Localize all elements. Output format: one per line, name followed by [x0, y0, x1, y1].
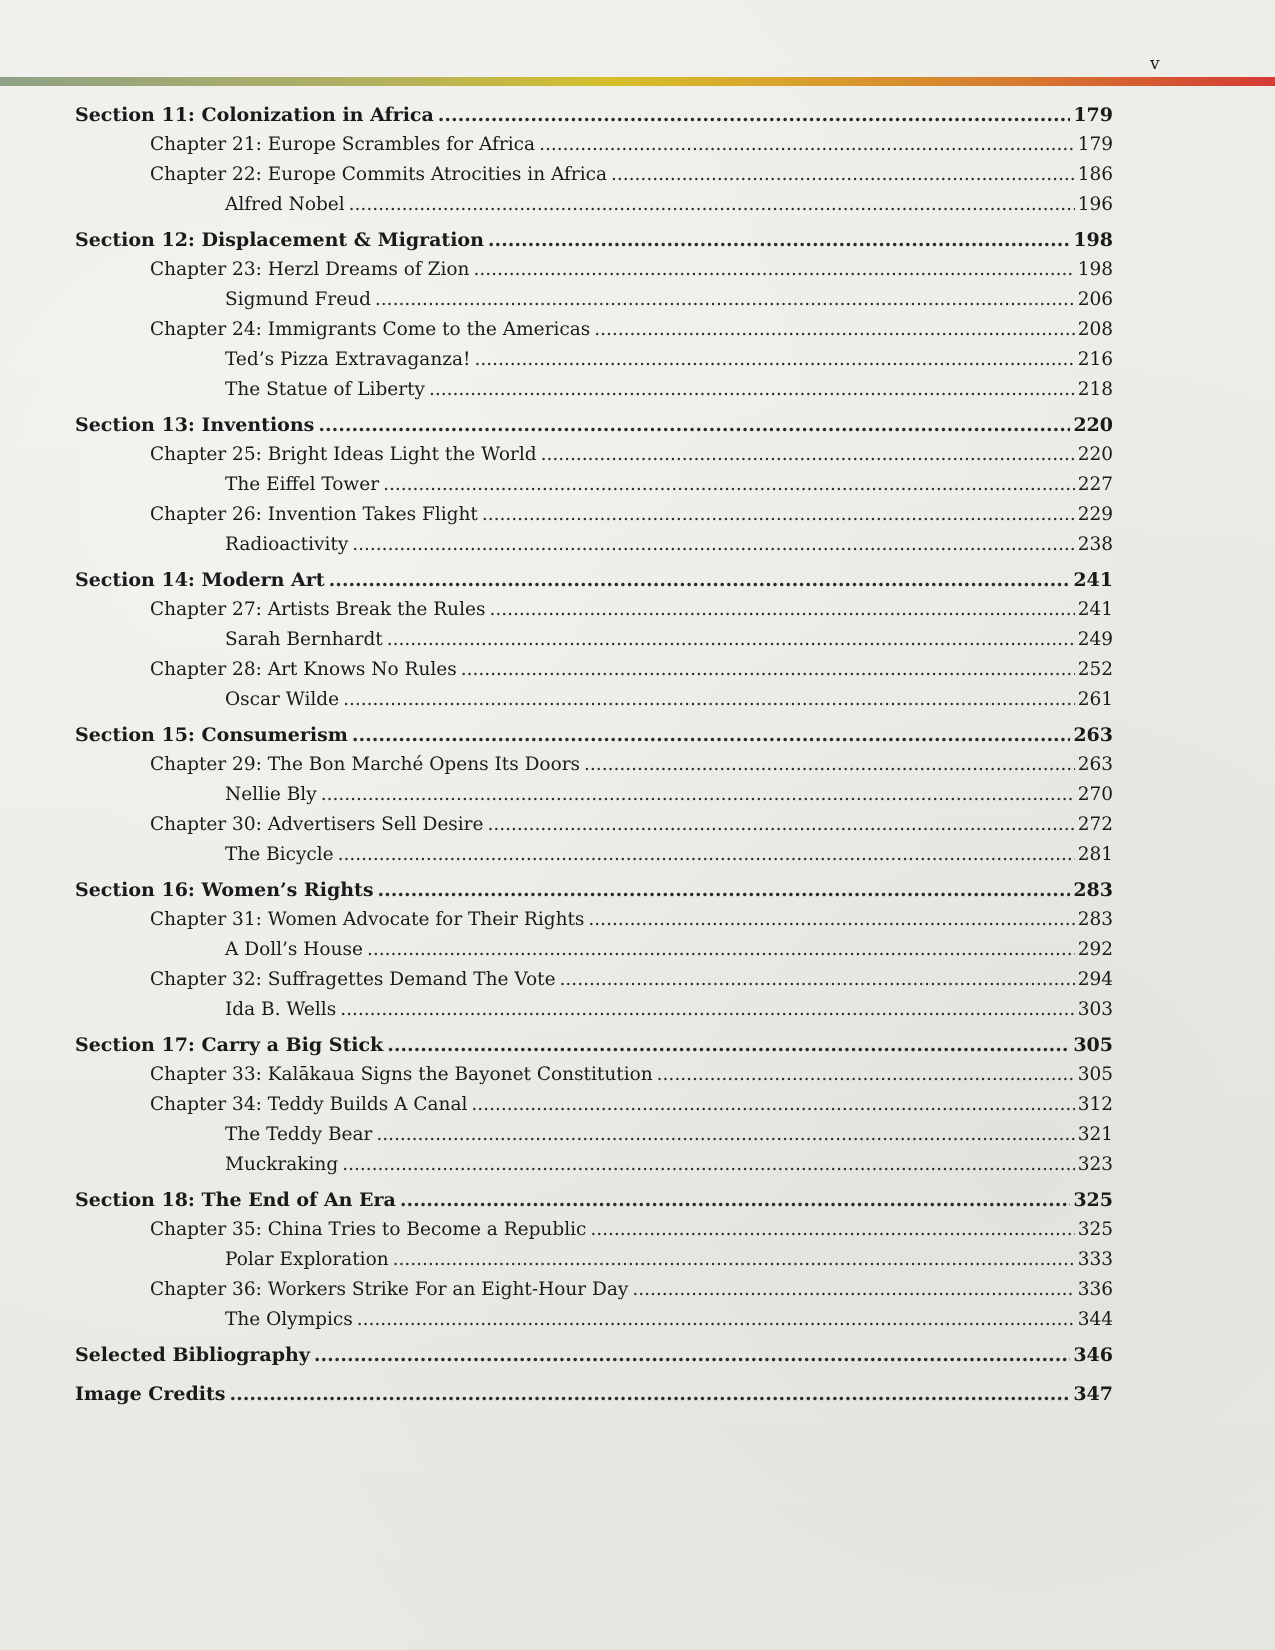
toc-entry-page: 179	[1077, 134, 1113, 155]
dot-leader	[541, 440, 1075, 470]
toc-entry-sub[interactable]	[75, 625, 1113, 655]
toc-entry-page: 263	[1073, 724, 1113, 746]
toc-entry-sub[interactable]	[75, 285, 1113, 315]
toc-entry-title: Chapter 32: Suffragettes Demand The Vote	[150, 969, 556, 990]
toc-entry-page: 179	[1073, 104, 1113, 126]
toc-entry-page: 305	[1073, 1034, 1113, 1056]
dot-leader	[375, 285, 1075, 315]
toc-entry-page: 229	[1077, 504, 1113, 525]
toc-entry-page: 227	[1077, 474, 1113, 495]
toc-entry-sub[interactable]	[75, 685, 1113, 715]
toc-entry-chapter[interactable]	[75, 1215, 1113, 1245]
toc-entry-sub[interactable]	[75, 1305, 1113, 1335]
dot-leader	[338, 840, 1075, 870]
dot-leader	[352, 720, 1070, 750]
toc-entry-sub[interactable]	[75, 530, 1113, 560]
dot-leader	[488, 225, 1070, 255]
page-number: v	[1150, 54, 1160, 74]
toc-entry-page: 198	[1073, 229, 1113, 251]
toc-entry-page: 281	[1077, 844, 1113, 865]
toc-entry-title: The Bicycle	[225, 844, 334, 865]
toc-entry-section[interactable]	[75, 1030, 1113, 1060]
toc-entry-title: Ida B. Wells	[225, 999, 337, 1020]
toc-entry-title: Radioactivity	[225, 534, 349, 555]
toc-entry-title: Chapter 35: China Tries to Become a Republic	[150, 1219, 587, 1240]
header-color-bar	[0, 77, 1275, 86]
dot-leader	[584, 750, 1075, 780]
dot-leader	[438, 100, 1071, 130]
toc-entry-title: Alfred Nobel	[225, 194, 345, 215]
toc-entry-chapter[interactable]	[75, 160, 1113, 190]
toc-entry-title: The Eiffel Tower	[225, 474, 380, 495]
toc-entry-page: 323	[1077, 1154, 1113, 1175]
dot-leader	[378, 875, 1071, 905]
toc-entry-chapter[interactable]	[75, 965, 1113, 995]
toc-entry-chapter[interactable]	[75, 440, 1113, 470]
toc-entry-title: Chapter 36: Workers Strike For an Eight-Hour Day	[150, 1279, 629, 1300]
dot-leader	[383, 470, 1075, 500]
toc-entry-page: 305	[1077, 1064, 1113, 1085]
dot-leader	[387, 1030, 1070, 1060]
toc-entry-title: Section 12: Displacement & Migration	[75, 229, 484, 251]
toc-entry-chapter[interactable]	[75, 905, 1113, 935]
toc-entry-sub[interactable]	[75, 345, 1113, 375]
toc-entry-title: Chapter 22: Europe Commits Atrocities in Africa	[150, 164, 608, 185]
toc-entry-chapter[interactable]	[75, 595, 1113, 625]
toc-entry-title: Chapter 27: Artists Break the Rules	[150, 599, 486, 620]
toc-entry-sub[interactable]	[75, 1120, 1113, 1150]
toc-entry-title: Chapter 25: Bright Ideas Light the World	[150, 444, 537, 465]
toc-entry-title: Chapter 29: The Bon Marché Opens Its Doors	[150, 754, 581, 775]
dot-leader	[357, 1305, 1075, 1335]
toc-entry-page: 241	[1077, 599, 1113, 620]
toc-entry-title: Ted’s Pizza Extravaganza!	[225, 349, 471, 370]
toc-entry-section[interactable]	[75, 875, 1113, 905]
toc-entry-page: 292	[1077, 939, 1113, 960]
toc-entry-title: Chapter 23: Herzl Dreams of Zion	[150, 259, 470, 280]
dot-leader	[393, 1245, 1075, 1275]
dot-leader	[352, 530, 1074, 560]
toc-entry-page: 312	[1077, 1094, 1113, 1115]
toc-entry-title: Oscar Wilde	[225, 689, 340, 710]
toc-entry-sub[interactable]	[75, 995, 1113, 1025]
toc-entry-title: Sarah Bernhardt	[225, 629, 383, 650]
toc-entry-title: A Doll’s House	[225, 939, 363, 960]
toc-entry-page: 220	[1077, 444, 1113, 465]
toc-entry-page: 344	[1077, 1309, 1113, 1330]
toc-entry-page: 346	[1073, 1344, 1113, 1366]
toc-entry-page: 261	[1077, 689, 1113, 710]
toc-entry-page: 325	[1073, 1189, 1113, 1211]
toc-entry-page: 238	[1077, 534, 1113, 555]
toc-entry-page: 294	[1077, 969, 1113, 990]
dot-leader	[471, 1090, 1074, 1120]
toc-entry-title: Section 17: Carry a Big Stick	[75, 1034, 384, 1056]
toc-entry-section[interactable]	[75, 100, 1113, 130]
toc-entry-page: 321	[1077, 1124, 1113, 1145]
dot-leader	[342, 1150, 1075, 1180]
toc-entry-section[interactable]	[75, 410, 1113, 440]
toc-entry-title: Chapter 21: Europe Scrambles for Africa	[150, 134, 536, 155]
toc-entry-title: Chapter 31: Women Advocate for Their Rights	[150, 909, 585, 930]
toc-entry-title: Nellie Bly	[225, 784, 317, 805]
toc-entry-page: 347	[1073, 1383, 1113, 1405]
toc-entry-page: 196	[1077, 194, 1113, 215]
dot-leader	[594, 315, 1074, 345]
toc-entry-page: 270	[1077, 784, 1113, 805]
toc-entry-sub[interactable]	[75, 375, 1113, 405]
toc-entry-title: Section 11: Colonization in Africa	[75, 104, 434, 126]
dot-leader	[400, 1185, 1070, 1215]
dot-leader	[349, 190, 1075, 220]
dot-leader	[588, 905, 1074, 935]
dot-leader	[387, 625, 1075, 655]
dot-leader	[314, 1340, 1070, 1370]
toc-entry-page: 249	[1077, 629, 1113, 650]
toc-entry-title: Section 16: Women’s Rights	[75, 879, 374, 901]
toc-entry-section[interactable]	[75, 225, 1113, 255]
toc-entry-page: 186	[1077, 164, 1113, 185]
toc-entry-title: Section 13: Inventions	[75, 414, 315, 436]
toc-entry-page: 283	[1077, 909, 1113, 930]
toc-entry-title: The Olympics	[225, 1309, 353, 1330]
toc-entry-sub[interactable]	[75, 935, 1113, 965]
dot-leader	[376, 1120, 1074, 1150]
toc-entry-page: 325	[1077, 1219, 1113, 1240]
toc-entry-chapter[interactable]	[75, 1060, 1113, 1090]
toc-entry-sub[interactable]	[75, 840, 1113, 870]
dot-leader	[474, 345, 1074, 375]
dot-leader	[539, 130, 1075, 160]
toc-entry-page: 252	[1077, 659, 1113, 680]
toc-entry-title: Muckraking	[225, 1154, 339, 1175]
dot-leader	[611, 160, 1075, 190]
toc-entry-chapter[interactable]	[75, 130, 1113, 160]
toc-entry-page: 216	[1077, 349, 1113, 370]
toc-entry-title: Section 18: The End of An Era	[75, 1189, 396, 1211]
toc-entry-page: 198	[1077, 259, 1113, 280]
dot-leader	[318, 410, 1070, 440]
toc-entry-section[interactable]	[75, 1379, 1113, 1409]
toc-entry-title: Chapter 33: Kalākaua Signs the Bayonet Constitution	[150, 1064, 653, 1085]
toc-entry-sub[interactable]	[75, 780, 1113, 810]
toc-entry-sub[interactable]	[75, 1245, 1113, 1275]
toc-entry-page: 336	[1077, 1279, 1113, 1300]
toc-entry-title: Section 15: Consumerism	[75, 724, 348, 746]
toc-entry-chapter[interactable]	[75, 810, 1113, 840]
dot-leader	[429, 375, 1075, 405]
table-of-contents	[75, 100, 1113, 1409]
dot-leader	[489, 595, 1074, 625]
dot-leader	[560, 965, 1075, 995]
toc-entry-page: 218	[1077, 379, 1113, 400]
toc-entry-page: 241	[1073, 569, 1113, 591]
dot-leader	[482, 500, 1075, 530]
toc-entry-page: 272	[1077, 814, 1113, 835]
toc-entry-page: 206	[1077, 289, 1113, 310]
toc-entry-sub[interactable]	[75, 470, 1113, 500]
toc-entry-chapter[interactable]	[75, 1090, 1113, 1120]
toc-entry-chapter[interactable]	[75, 655, 1113, 685]
toc-entry-chapter[interactable]	[75, 255, 1113, 285]
dot-leader	[340, 995, 1074, 1025]
toc-entry-chapter[interactable]	[75, 1275, 1113, 1305]
toc-entry-title: Chapter 28: Art Knows No Rules	[150, 659, 457, 680]
toc-entry-title: Image Credits	[75, 1383, 226, 1405]
toc-entry-section[interactable]	[75, 1185, 1113, 1215]
toc-entry-page: 303	[1077, 999, 1113, 1020]
toc-entry-section[interactable]	[75, 1340, 1113, 1370]
toc-entry-sub[interactable]	[75, 190, 1113, 220]
toc-entry-title: Chapter 34: Teddy Builds A Canal	[150, 1094, 468, 1115]
toc-entry-chapter[interactable]	[75, 750, 1113, 780]
toc-entry-section[interactable]	[75, 720, 1113, 750]
toc-entry-page: 220	[1073, 414, 1113, 436]
toc-entry-page: 333	[1077, 1249, 1113, 1270]
toc-entry-page: 263	[1077, 754, 1113, 775]
toc-entry-page: 283	[1073, 879, 1113, 901]
toc-entry-title: Selected Bibliography	[75, 1344, 310, 1366]
dot-leader	[632, 1275, 1074, 1305]
toc-entry-title: The Statue of Liberty	[225, 379, 425, 400]
toc-entry-section[interactable]	[75, 565, 1113, 595]
dot-leader	[367, 935, 1075, 965]
toc-entry-title: Chapter 30: Advertisers Sell Desire	[150, 814, 484, 835]
toc-entry-chapter[interactable]	[75, 315, 1113, 345]
toc-entry-page: 208	[1077, 319, 1113, 340]
dot-leader	[461, 655, 1075, 685]
toc-entry-title: Chapter 24: Immigrants Come to the Americas	[150, 319, 591, 340]
toc-entry-sub[interactable]	[75, 1150, 1113, 1180]
dot-leader	[329, 565, 1071, 595]
dot-leader	[343, 685, 1075, 715]
toc-entry-title: The Teddy Bear	[225, 1124, 373, 1145]
toc-entry-title: Sigmund Freud	[225, 289, 371, 310]
toc-entry-title: Chapter 26: Invention Takes Flight	[150, 504, 478, 525]
dot-leader	[230, 1379, 1071, 1409]
toc-entry-title: Section 14: Modern Art	[75, 569, 325, 591]
toc-entry-chapter[interactable]	[75, 500, 1113, 530]
toc-entry-title: Polar Exploration	[225, 1249, 389, 1270]
dot-leader	[321, 780, 1075, 810]
dot-leader	[487, 810, 1074, 840]
dot-leader	[657, 1060, 1075, 1090]
dot-leader	[473, 255, 1074, 285]
dot-leader	[590, 1215, 1074, 1245]
